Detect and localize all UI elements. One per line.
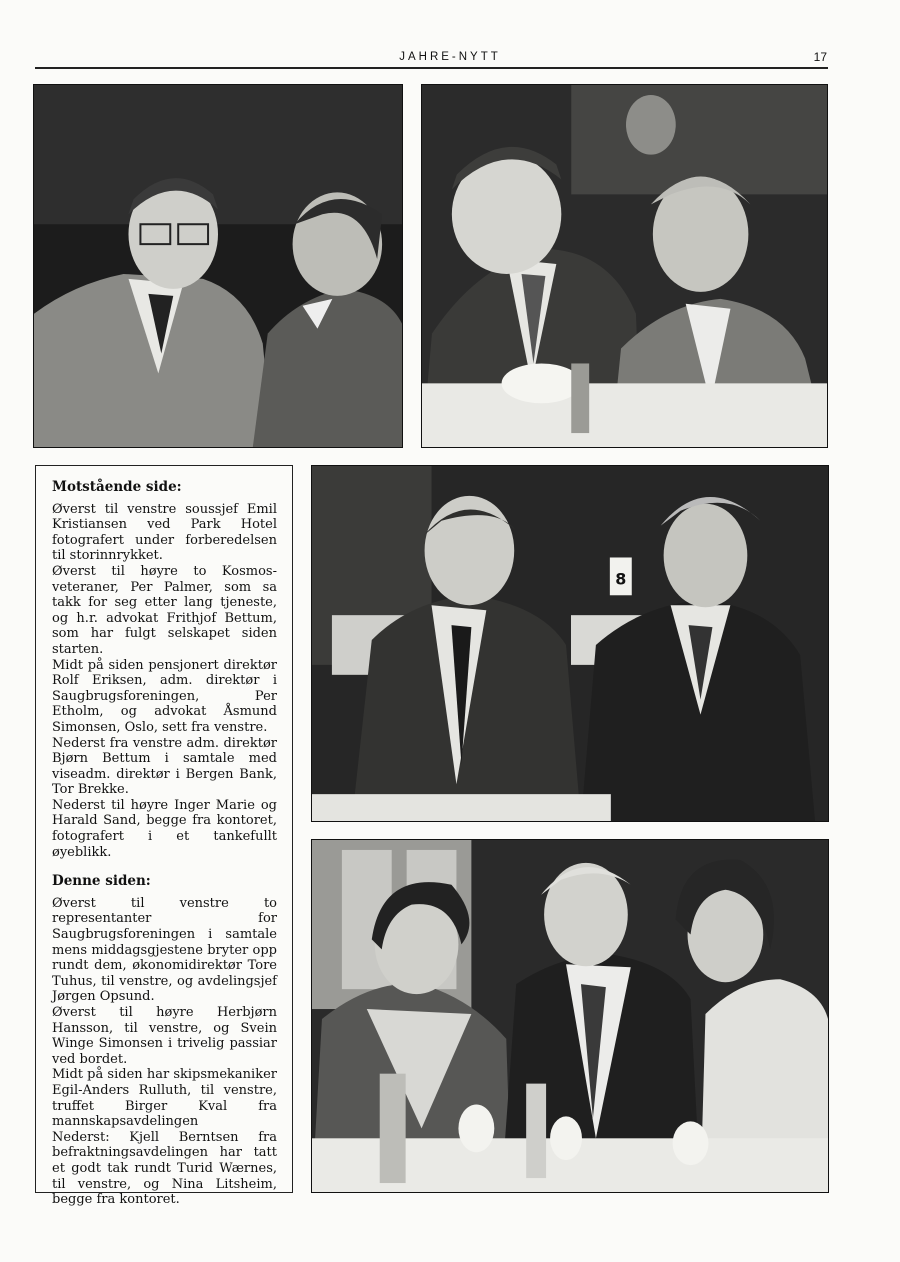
caption-heading-opposite: Motstående side: xyxy=(52,479,182,495)
photo-top-left-image xyxy=(34,85,402,447)
caption-paragraph: Nederst fra venstre adm. direktør Bjørn Bettum i samtale med viseadm. direktør i Bergen Bank, Tor Brekke. xyxy=(52,735,277,798)
running-header-title: JAHRE-NYTT xyxy=(399,51,501,63)
caption-box xyxy=(35,465,293,1208)
caption-paragraph: Nederst til høyre Inger Marie og Harald Sand, begge fra kontoret, fotografert i et tankefullt øyeblikk. xyxy=(52,797,277,860)
table-number: 8 xyxy=(615,569,627,589)
photo-bottom-right-image xyxy=(312,840,828,1192)
photo-top-right xyxy=(421,84,828,448)
photo-bottom-right xyxy=(311,839,829,1193)
caption-paragraph: Midt på siden har skipsmekaniker Egil-Anders Rulluth, til venstre, truffet Birger Kval fra mannskapsavdelingen xyxy=(52,1067,277,1130)
page-number: 17 xyxy=(813,50,827,64)
photo-top-right-image xyxy=(422,85,827,447)
caption-paragraph: Midt på siden pensjonert direktør Rolf Eriksen, adm. direktør i Saugbrugsforeningen, Per Etholm, og advokat Åsmund Simonsen, Oslo, sett fra venstre. xyxy=(52,657,277,735)
caption-paragraph: Øverst til venstre soussjef Emil Kristiansen ved Park Hotel fotografert under forberedelsen til storinnrykket. xyxy=(52,501,277,564)
caption-paragraph: Øverst til høyre to Kosmos-veteraner, Per Palmer, som sa takk for seg etter lang tjeneste, og h.r. advokat Frithjof Bettum, som har fulgt selskapet siden starten. xyxy=(52,563,277,657)
header-rule xyxy=(35,67,828,69)
photo-top-left xyxy=(33,84,403,448)
caption-heading-this-page: Denne siden: xyxy=(52,873,151,890)
caption-paragraph: Øverst til venstre to representanter for Saugbrugsforeningen i samtale mens middagsgjestene bryter opp rundt dem, økonomidirektør Tore Tuhus, til venstre, og avdelingsjef Jørgen Opsund. xyxy=(52,895,277,1005)
photo-middle-right-image xyxy=(312,466,828,821)
photo-middle-right xyxy=(311,465,829,822)
caption-paragraph: Nederst: Kjell Berntsen fra befraktningsavdelingen har tatt et godt tak rundt Turid Wærnes, til venstre, og Nina Litsheim, begge fra kontoret. xyxy=(52,1129,277,1208)
caption-paragraph: Øverst til høyre Herbjørn Hansson, til venstre, og Svein Winge Simonsen i trivelig passiar ved bordet. xyxy=(52,1005,277,1067)
